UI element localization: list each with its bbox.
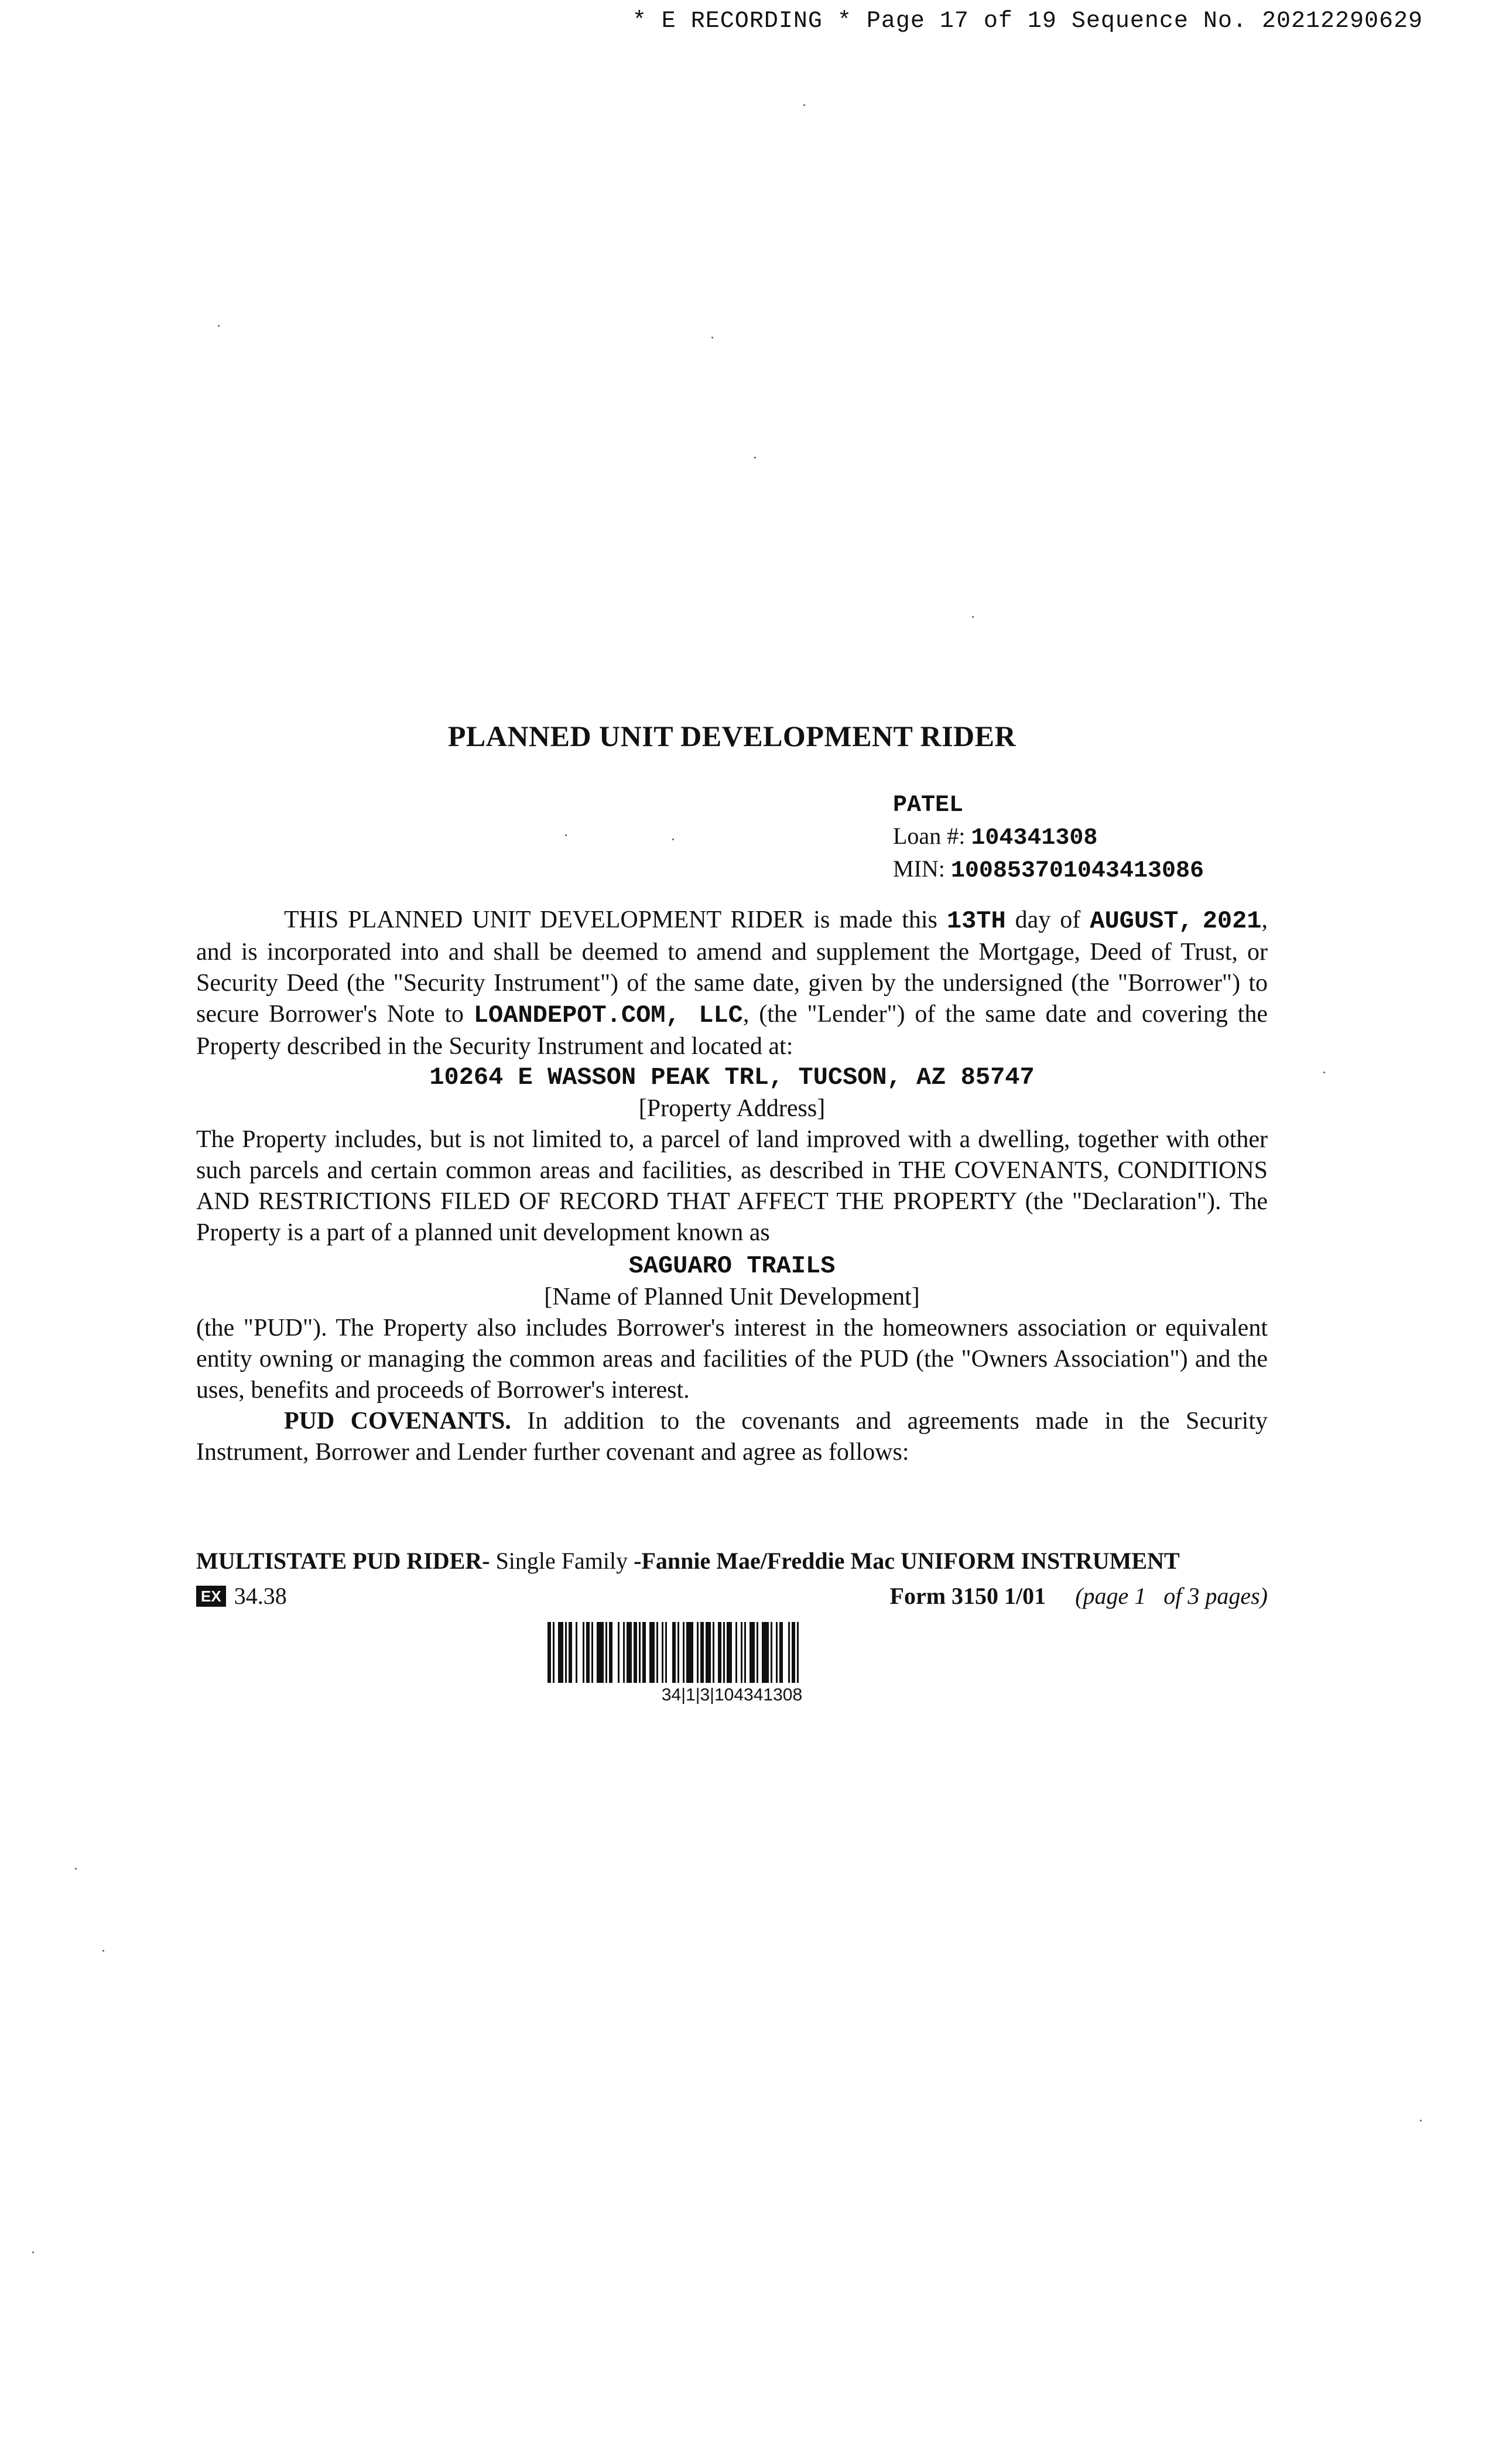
barcode-bar	[649, 1622, 655, 1683]
loan-number: 104341308	[971, 825, 1098, 851]
rider-body	[196, 905, 1268, 1468]
barcode-bar	[727, 1622, 732, 1683]
scan-speck	[672, 839, 674, 840]
barcode-bar	[565, 1622, 567, 1683]
footer-code-value: 34.38	[234, 1583, 287, 1609]
barcode-bar	[662, 1622, 663, 1683]
barcode-bar	[605, 1622, 607, 1683]
pud-name-label: [Name of Planned Unit Development]	[544, 1284, 920, 1310]
footer-title-a: MULTISTATE PUD RIDER-	[196, 1548, 490, 1574]
barcode-bar	[672, 1622, 676, 1683]
scan-speck	[565, 834, 567, 836]
barcode-bar	[697, 1622, 699, 1683]
barcode-bar	[706, 1622, 711, 1683]
barcode-bar	[618, 1622, 620, 1683]
intro-text-b: day of	[1005, 906, 1090, 933]
min-number: 100853701043413086	[950, 858, 1204, 884]
intro-paragraph	[196, 905, 1268, 1062]
intro-text-d: , (the "Lender") of the same date and covering the Property described in the Security Instrument and located at:	[196, 1001, 1268, 1060]
barcode-bar	[583, 1622, 584, 1683]
barcode-bar	[683, 1622, 685, 1683]
footer-form-line	[196, 1582, 1268, 1613]
page-total: of 3 pages)	[1163, 1583, 1268, 1609]
scan-speck	[711, 337, 713, 338]
recording-header: * E RECORDING * Page 17 of 19 Sequence No. 20212290629	[632, 8, 1423, 35]
barcode-bar	[639, 1622, 641, 1683]
covenants-text: In addition to the covenants and agreements made in the Security Instrument, Borrower and Lender further covenant and agree as follows:	[196, 1408, 1268, 1466]
lender-name: LOANDEPOT.COM, LLC	[473, 1001, 743, 1029]
footer-code	[196, 1582, 287, 1610]
barcode-bar	[718, 1622, 721, 1683]
barcode-bar	[700, 1622, 704, 1683]
ex-logo-icon: EX	[196, 1586, 226, 1607]
covenants-paragraph	[196, 1406, 1268, 1468]
barcode-bar	[547, 1622, 551, 1683]
barcode-bar	[665, 1622, 667, 1683]
property-description: The Property includes, but is not limited to, a parcel of land improved with a dwelling, together with other such parcels and certain common areas and facilities, as described in THE COVENANTS, CONDITIONS AND RESTRICTIONS FILED OF RECORD THAT AFFECT THE PROPERTY (the "Declaration"). The Property is a part of a planned unit development known as	[196, 1126, 1268, 1246]
barcode-bar	[741, 1622, 742, 1683]
barcode-bar	[723, 1622, 725, 1683]
barcode-bar	[686, 1622, 693, 1683]
intro-text-c: , and is incorporated into and shall be deemed to amend and supplement the Mortgage, Deed of Trust, or Security Deed (the "Security Instrument") of the same date, given by the undersigned (the "Borrower") to secure Borrower's Note to	[196, 906, 1268, 1028]
barcode-text: 34|1|3|104341308	[661, 1685, 803, 1705]
barcode-bar	[762, 1622, 769, 1683]
scan-speck	[32, 2251, 34, 2253]
barcode-bar	[634, 1622, 637, 1683]
owners-association-paragraph: (the "PUD"). The Property also includes Borrower's interest in the homeowners association or equivalent entity owning or managing the common areas and facilities of the PUD (the "Owners Association") and the uses, benefits and proceeds of Borrower's interest.	[196, 1315, 1268, 1404]
rider-day: 13TH	[946, 907, 1006, 935]
scan-speck	[1420, 2120, 1422, 2121]
document-title: PLANNED UNIT DEVELOPMENT RIDER	[447, 720, 1017, 752]
intro-text-a: THIS PLANNED UNIT DEVELOPMENT RIDER is made this	[284, 906, 947, 933]
footer-title	[196, 1547, 1268, 1575]
barcode-bar	[569, 1622, 572, 1683]
covenants-heading: PUD COVENANTS.	[284, 1408, 511, 1435]
barcode-bar	[576, 1622, 577, 1683]
scan-speck	[75, 1868, 77, 1870]
barcode-bar	[792, 1622, 795, 1683]
scan-speck	[1323, 1072, 1325, 1073]
scan-speck	[972, 616, 974, 618]
barcode	[547, 1622, 916, 1705]
scan-speck	[218, 325, 220, 327]
barcode-bar	[609, 1622, 612, 1683]
barcode-bar	[623, 1622, 625, 1683]
page-label: (page 1	[1075, 1583, 1147, 1609]
barcode-bar	[757, 1622, 758, 1683]
barcode-bar	[713, 1622, 714, 1683]
barcode-bar	[677, 1622, 679, 1683]
property-address-label: [Property Address]	[638, 1095, 826, 1122]
barcode-bar	[788, 1622, 790, 1683]
loan-number-line	[893, 821, 1204, 854]
barcode-bar	[553, 1622, 555, 1683]
barcode-bar	[642, 1622, 646, 1683]
borrower-name: PATEL	[893, 792, 964, 819]
form-number: Form 3150 1/01	[889, 1583, 1046, 1609]
barcode-bar	[779, 1622, 783, 1683]
barcode-bar	[744, 1622, 746, 1683]
pud-name: SAGUARO TRAILS	[628, 1252, 836, 1280]
min-label: MIN:	[893, 855, 945, 882]
min-line	[893, 854, 1204, 887]
barcode-bar	[597, 1622, 604, 1683]
scan-speck	[754, 457, 756, 458]
barcode-bar	[776, 1622, 778, 1683]
barcode-bar	[591, 1622, 593, 1683]
footer-title-c: -Fannie Mae/Freddie Mac UNIFORM INSTRUMENT	[634, 1548, 1180, 1574]
barcode-bar	[750, 1622, 755, 1683]
footer-form-info	[890, 1582, 1268, 1610]
scan-speck	[102, 1950, 104, 1952]
barcode-bar	[797, 1622, 799, 1683]
barcode-bar	[586, 1622, 590, 1683]
barcode-bar	[656, 1622, 658, 1683]
loan-label: Loan #:	[893, 823, 966, 849]
barcode-bar	[735, 1622, 737, 1683]
barcode-icon	[547, 1622, 916, 1683]
borrower-block	[893, 790, 1204, 887]
rider-year: 2021	[1202, 907, 1262, 935]
barcode-bar	[771, 1622, 772, 1683]
rider-month: AUGUST,	[1090, 907, 1193, 935]
scan-speck	[803, 104, 805, 106]
barcode-bar	[627, 1622, 632, 1683]
property-address: 10264 E WASSON PEAK TRL, TUCSON, AZ 85747	[429, 1063, 1035, 1091]
footer-title-b: Single Family	[490, 1548, 634, 1574]
barcode-bar	[558, 1622, 563, 1683]
